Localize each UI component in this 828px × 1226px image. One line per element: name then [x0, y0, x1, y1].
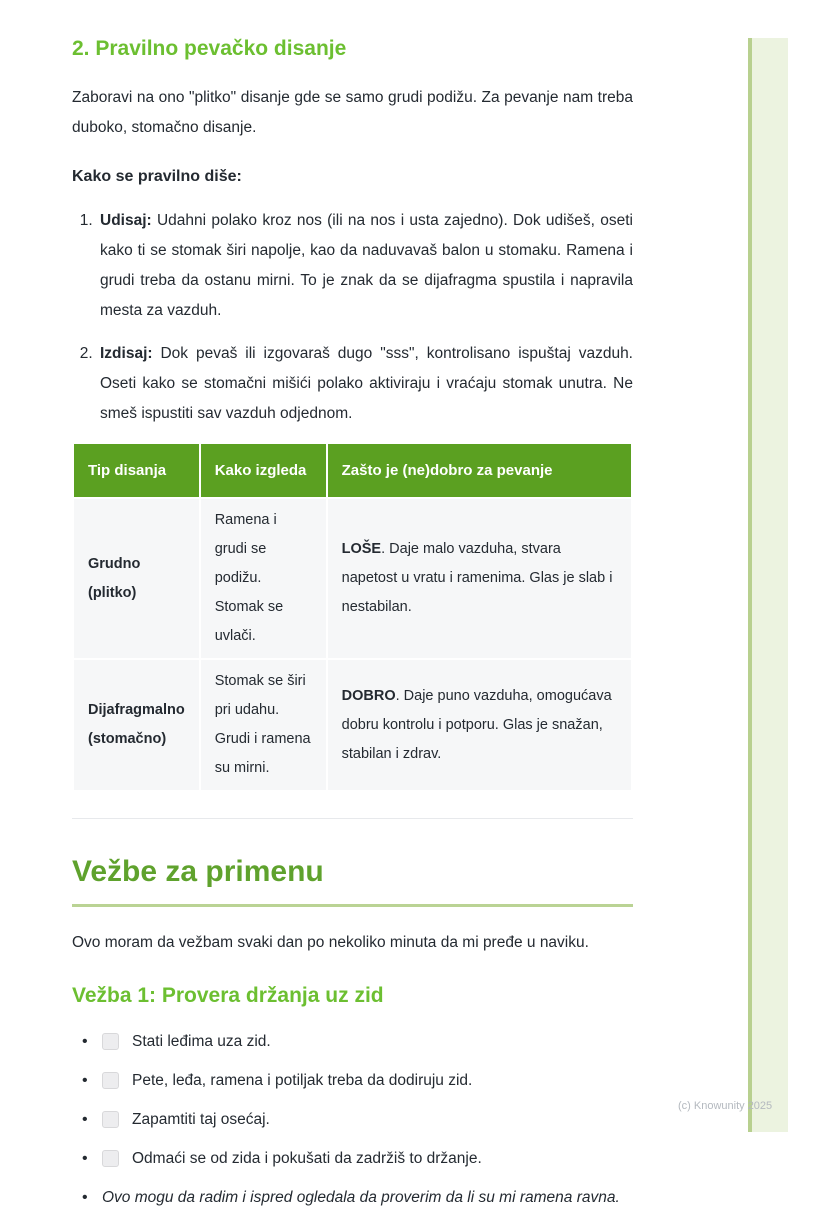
document-content: [72, 36, 633, 1226]
checklist-note-item: [82, 1187, 633, 1208]
checklist-item-label: Odmaći se od zida i pokušati da zadržiš to držanje.: [132, 1150, 482, 1167]
column-header: Zašto je (ne)dobro za pevanje: [327, 443, 632, 498]
list-item: [97, 206, 633, 326]
page-accent-bar: [748, 38, 788, 1132]
breathing-subheading: Kako se pravilno diše:: [72, 168, 242, 185]
checkbox-icon[interactable]: [102, 1072, 119, 1089]
checklist-item: [82, 1070, 633, 1091]
exercise-note-text: Ovo mogu da radim i ispred ogledala da proverim da li su mi ramena ravna.: [102, 1189, 620, 1206]
checkbox-icon[interactable]: [102, 1033, 119, 1050]
cell-verdict: [327, 498, 632, 659]
cell-breathing-type: Dijafragmalno (stomačno): [73, 659, 200, 791]
section-divider: [72, 818, 633, 819]
column-header: Kako izgleda: [200, 443, 327, 498]
watermark-text: (c) Knowunity 2025: [678, 1100, 773, 1112]
checkbox-icon[interactable]: [102, 1111, 119, 1128]
step-lead: Udisaj:: [100, 212, 152, 229]
checklist-item-label: Zapamtiti taj osećaj.: [132, 1111, 270, 1128]
checkbox-icon[interactable]: [102, 1150, 119, 1167]
step-lead: Izdisaj:: [100, 345, 153, 362]
exercise1-checklist: [72, 1031, 633, 1208]
column-header: Tip disanja: [73, 443, 200, 498]
exercises-intro-paragraph: Ovo moram da vežbam svaki dan po nekoliko minuta da mi pređe u naviku.: [72, 934, 589, 951]
verdict-rest: . Daje puno vazduha, omogućava dobru kontrolu i potporu. Glas je snažan, stabilan i zdrav.: [341, 687, 612, 762]
bullet-icon: •: [82, 1111, 88, 1128]
exercise1-heading: Vežba 1: Provera držanja uz zid: [72, 984, 384, 1007]
section-heading-breathing: 2. Pravilno pevačko disanje: [72, 37, 347, 60]
cell-how-it-looks: Stomak se širi pri udahu. Grudi i ramena su mirni.: [200, 659, 327, 791]
checklist-item-label: Pete, leđa, ramena i potiljak treba da dodiruju zid.: [132, 1072, 473, 1089]
bullet-icon: •: [82, 1189, 88, 1206]
list-item: [97, 339, 633, 429]
verdict-rest: . Daje malo vazduha, stvara napetost u vratu i ramenima. Glas je slab i nestabilan.: [341, 541, 613, 615]
checklist-item: [82, 1109, 633, 1130]
bullet-icon: •: [82, 1072, 88, 1089]
step-text: Udahni polako kroz nos (ili na nos i usta zajedno). Dok udišeš, oseti kako ti se stomak širi napolje, kao da naduvavaš balon u stomaku. Ramena i grudi treba da ostanu mirni. To je znak da se dijafragma spustila i napravila mesta za vazduh.: [100, 212, 633, 319]
checklist-item: [82, 1031, 633, 1052]
bullet-icon: •: [82, 1150, 88, 1167]
table-row: [73, 498, 632, 659]
breathing-steps-list: [72, 206, 633, 429]
cell-verdict: [327, 659, 632, 791]
checklist-item-label: Stati leđima uza zid.: [132, 1033, 271, 1050]
breathing-intro-paragraph: Zaboravi na ono "plitko" disanje gde se samo grudi podižu. Za pevanje nam treba duboko, stomačno disanje.: [72, 89, 633, 136]
step-text: Dok pevaš ili izgovaraš dugo "sss", kontrolisano ispuštaj vazduh. Oseti kako se stomačni mišići polako aktiviraju i vraćaju stomak unutra. Ne smeš ispustiti sav vazduh odjednom.: [100, 345, 633, 422]
cell-how-it-looks: Ramena i grudi se podižu. Stomak se uvlači.: [200, 498, 327, 659]
section-heading-exercises: Vežbe za primenu: [72, 855, 633, 907]
table-header-row: [73, 443, 632, 498]
verdict-lead: LOŠE: [341, 541, 382, 557]
bullet-icon: •: [82, 1033, 88, 1050]
breathing-comparison-table: [72, 442, 633, 792]
checklist-item: [82, 1148, 633, 1169]
table-row: [73, 659, 632, 791]
verdict-lead: DOBRO: [341, 687, 396, 704]
cell-breathing-type: Grudno (plitko): [73, 498, 200, 659]
